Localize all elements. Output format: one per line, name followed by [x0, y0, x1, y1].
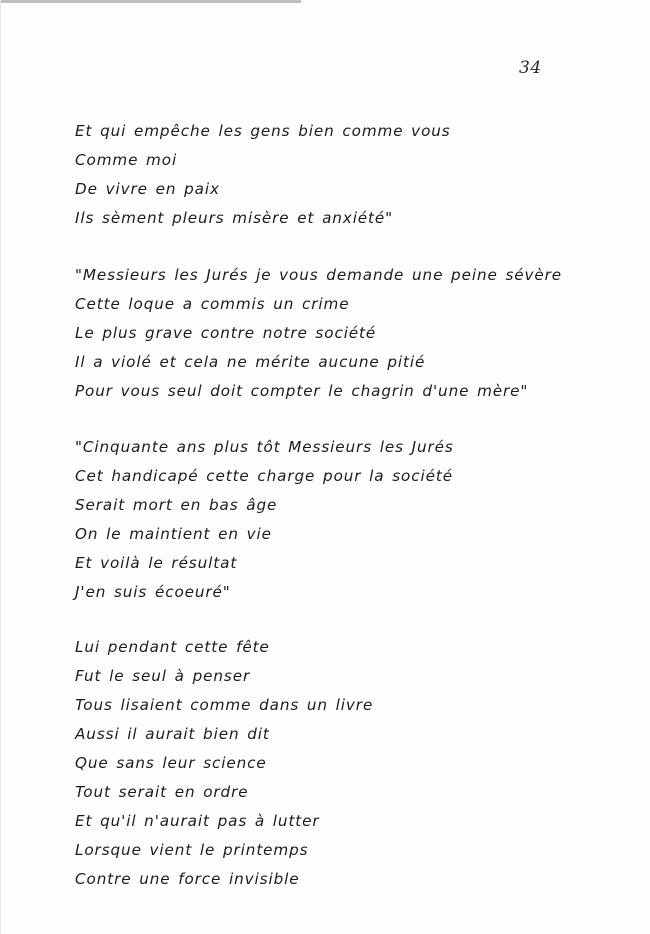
poem-line: Cet handicapé cette charge pour la société — [75, 467, 453, 485]
poem-line: Comme moi — [75, 151, 178, 169]
poem-body — [75, 117, 645, 922]
poem-line: "Cinquante ans plus tôt Messieurs les Jurés — [75, 438, 454, 456]
poem-line: Lui pendant cette fête — [75, 638, 270, 656]
poem-line: Serait mort en bas âge — [75, 496, 278, 514]
poem-line: On le maintient en vie — [75, 525, 272, 543]
poem-line: "Messieurs les Jurés je vous demande une peine sévère — [75, 266, 563, 284]
poem-line: Le plus grave contre notre société — [75, 324, 377, 342]
poem-line: Fut le seul à penser — [75, 667, 251, 685]
scan-top-edge — [1, 0, 301, 3]
poem-line: Tout serait en ordre — [75, 783, 249, 801]
poem-line: Pour vous seul doit compter le chagrin d'une mère" — [75, 382, 529, 400]
poem-line: Il a violé et cela ne mérite aucune pitié — [75, 353, 426, 371]
poem-line: Et qui empêche les gens bien comme vous — [75, 122, 451, 140]
poem-line: De vivre en paix — [75, 180, 220, 198]
poem-line: Cette loque a commis un crime — [75, 295, 350, 313]
stanza-4 — [75, 633, 645, 894]
poem-line: Lorsque vient le printemps — [75, 841, 309, 859]
poem-line: Tous lisaient comme dans un livre — [75, 696, 374, 714]
poem-line: J'en suis écoeuré" — [75, 583, 231, 601]
stanza-2 — [75, 261, 645, 406]
page-number: 34 — [519, 58, 542, 78]
poem-line: Ils sèment pleurs misère et anxiété" — [75, 209, 394, 227]
stanza-3 — [75, 433, 645, 607]
stanza-1 — [75, 117, 645, 233]
poem-line: Aussi il aurait bien dit — [75, 725, 270, 743]
poem-line: Que sans leur science — [75, 754, 267, 772]
poem-line: Contre une force invisible — [75, 870, 300, 888]
poem-line: Et voilà le résultat — [75, 554, 238, 572]
poem-line: Et qu'il n'aurait pas à lutter — [75, 812, 320, 830]
